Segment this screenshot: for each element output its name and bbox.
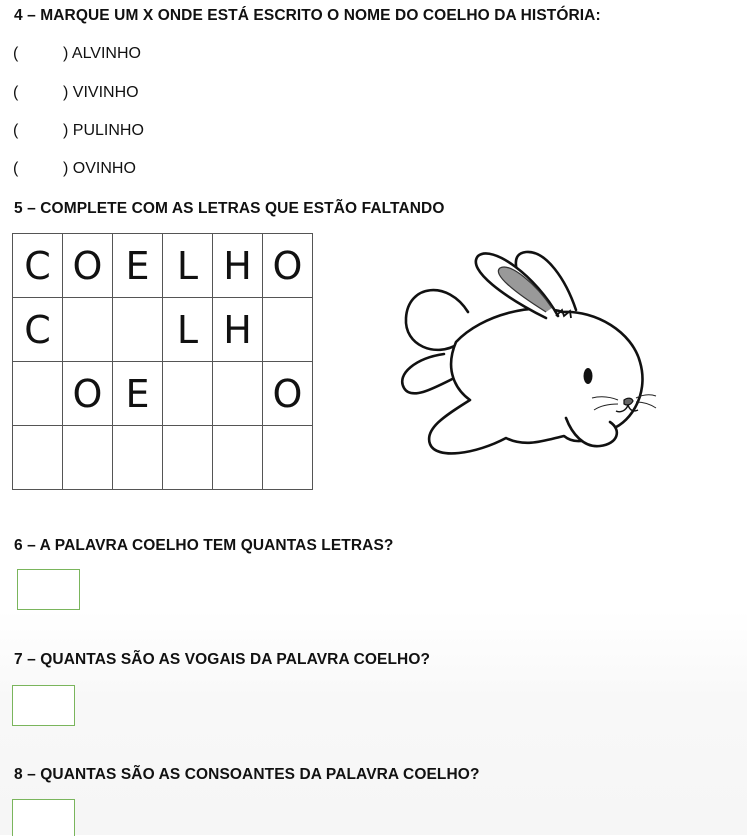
grid-cell[interactable] [263,426,313,490]
answer-box-7[interactable] [12,685,75,726]
option-checkbox-open[interactable]: ( [13,84,19,101]
option-label: ) OVINHO [63,160,136,177]
option-pulinho[interactable] [13,122,144,140]
grid-cell[interactable]: C [13,234,63,298]
page-shade [0,610,747,835]
grid-cell[interactable]: E [113,362,163,426]
question-7-title: 7 – QUANTAS SÃO AS VOGAIS DA PALAVRA COELHO? [14,651,431,668]
grid-cell[interactable] [63,426,113,490]
answer-box-8[interactable] [12,799,75,836]
grid-row [13,362,313,426]
option-label: ) PULINHO [63,122,144,139]
option-checkbox-open[interactable]: ( [13,45,19,62]
grid-row [13,298,313,362]
grid-cell[interactable] [13,362,63,426]
bunny-jumping-icon [396,250,658,475]
answer-box-6[interactable] [17,569,80,610]
option-vivinho[interactable] [13,84,139,102]
grid-cell[interactable]: L [163,298,213,362]
letter-grid [12,233,313,490]
option-alvinho[interactable] [13,45,141,63]
grid-cell[interactable] [63,298,113,362]
grid-cell[interactable]: O [63,362,113,426]
grid-cell[interactable] [13,426,63,490]
grid-cell[interactable] [213,362,263,426]
grid-cell[interactable] [163,426,213,490]
grid-cell[interactable]: O [63,234,113,298]
grid-row [13,426,313,490]
option-label: ) VIVINHO [63,84,139,101]
option-ovinho[interactable] [13,160,136,178]
grid-cell[interactable]: O [263,362,313,426]
grid-cell[interactable]: E [113,234,163,298]
grid-cell[interactable]: H [213,298,263,362]
option-checkbox-open[interactable]: ( [13,122,19,139]
grid-cell[interactable]: L [163,234,213,298]
question-8-title: 8 – QUANTAS SÃO AS CONSOANTES DA PALAVRA COELHO? [14,766,480,783]
grid-cell[interactable] [113,426,163,490]
question-4-title: 4 – MARQUE UM X ONDE ESTÁ ESCRITO O NOME DO COELHO DA HISTÓRIA: [14,7,601,24]
grid-cell[interactable] [263,298,313,362]
grid-row [13,234,313,298]
grid-cell[interactable] [113,298,163,362]
question-6-title: 6 – A PALAVRA COELHO TEM QUANTAS LETRAS? [14,537,394,554]
option-checkbox-open[interactable]: ( [13,160,19,177]
grid-cell[interactable]: C [13,298,63,362]
question-5-title: 5 – COMPLETE COM AS LETRAS QUE ESTÃO FALTANDO [14,200,445,217]
option-label: ) ALVINHO [63,45,141,62]
grid-cell[interactable]: O [263,234,313,298]
grid-cell[interactable]: H [213,234,263,298]
grid-cell[interactable] [163,362,213,426]
grid-cell[interactable] [213,426,263,490]
